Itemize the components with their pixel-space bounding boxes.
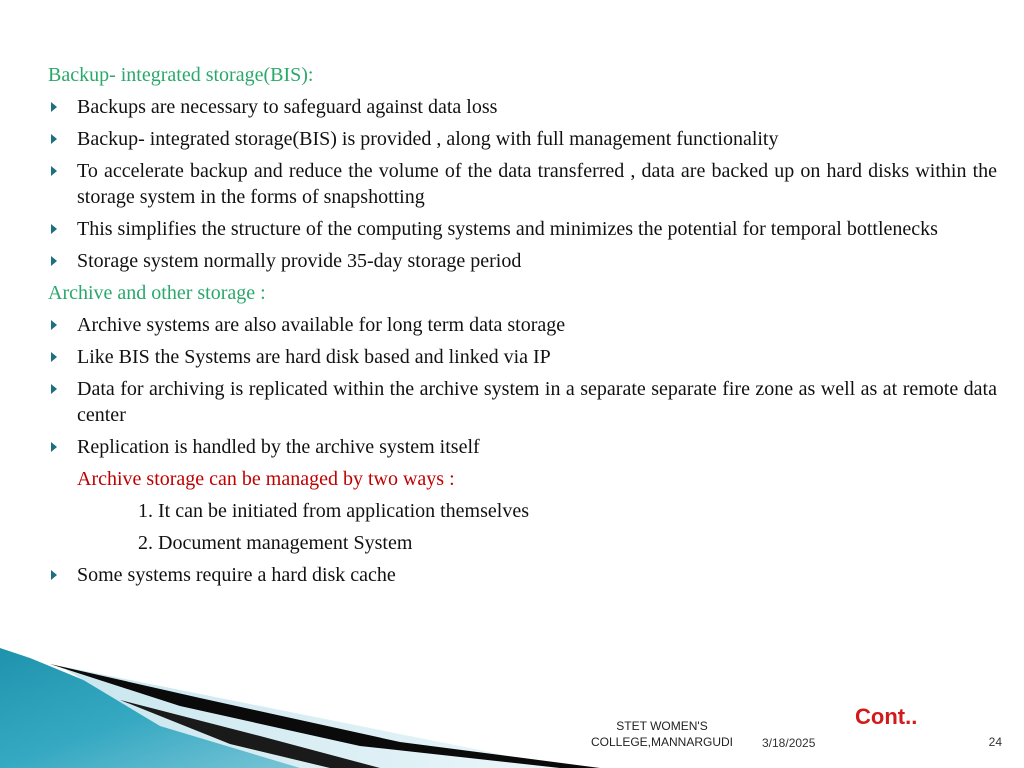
section-heading-bis: Backup- integrated storage(BIS): <box>48 64 314 86</box>
bullet-arrow-icon <box>51 134 57 144</box>
bullet-arrow-icon <box>51 256 57 266</box>
bullet-arrow-icon <box>51 570 57 580</box>
bullet-text: Some systems require a hard disk cache <box>77 564 396 586</box>
footer-org-line2: COLLEGE,MANNARGUDI <box>590 735 734 749</box>
bullet-item <box>48 562 997 588</box>
bullet-text: Backups are necessary to safeguard against data loss <box>77 96 498 118</box>
bullet-arrow-icon <box>51 224 57 234</box>
bullet-text: Storage system normally provide 35-day storage period <box>77 250 522 272</box>
bullet-text: Backup- integrated storage(BIS) is provided , along with full management functionality <box>77 128 779 150</box>
bullet-item <box>48 94 997 120</box>
bullet-item <box>48 376 997 428</box>
bullet-item <box>48 158 997 210</box>
bullet-item <box>48 344 997 370</box>
bullet-arrow-icon <box>51 320 57 330</box>
archive-subitem: 1. It can be initiated from application themselves <box>138 500 529 522</box>
bullet-arrow-icon <box>51 102 57 112</box>
footer-date: 3/18/2025 <box>762 736 816 750</box>
slide-number: 24 <box>988 735 1002 749</box>
bullet-arrow-icon <box>51 442 57 452</box>
bullet-text: Archive systems are also available for long term data storage <box>77 314 566 336</box>
archive-subitem: 2. Document management System <box>138 532 413 554</box>
slide-content <box>48 62 997 594</box>
section-heading-archive: Archive and other storage : <box>48 282 266 304</box>
bullet-text: Data for archiving is replicated within the archive system in a separate separate fire zone as well as at remote data center <box>77 378 997 426</box>
footer-org-line1: STET WOMEN'S <box>616 719 708 733</box>
bullet-arrow-icon <box>51 166 57 176</box>
footer-organization <box>578 718 746 750</box>
bullet-text: To accelerate backup and reduce the volume of the data transferred , data are backed up on hard disks within the storage system in the forms of snapshotting <box>77 160 997 208</box>
bullet-item <box>48 248 997 274</box>
bullet-item <box>48 216 997 242</box>
bullet-item <box>48 434 997 460</box>
archive-subheading: Archive storage can be managed by two ways : <box>77 468 455 490</box>
bullet-text: This simplifies the structure of the computing systems and minimizes the potential for temporal bottlenecks <box>77 218 938 240</box>
bullet-arrow-icon <box>51 384 57 394</box>
bullet-text: Replication is handled by the archive system itself <box>77 436 480 458</box>
bullet-text: Like BIS the Systems are hard disk based and linked via IP <box>77 346 551 368</box>
bullet-item <box>48 312 997 338</box>
bullet-arrow-icon <box>51 352 57 362</box>
bullet-item <box>48 126 997 152</box>
continued-label: Cont.. <box>855 704 918 729</box>
